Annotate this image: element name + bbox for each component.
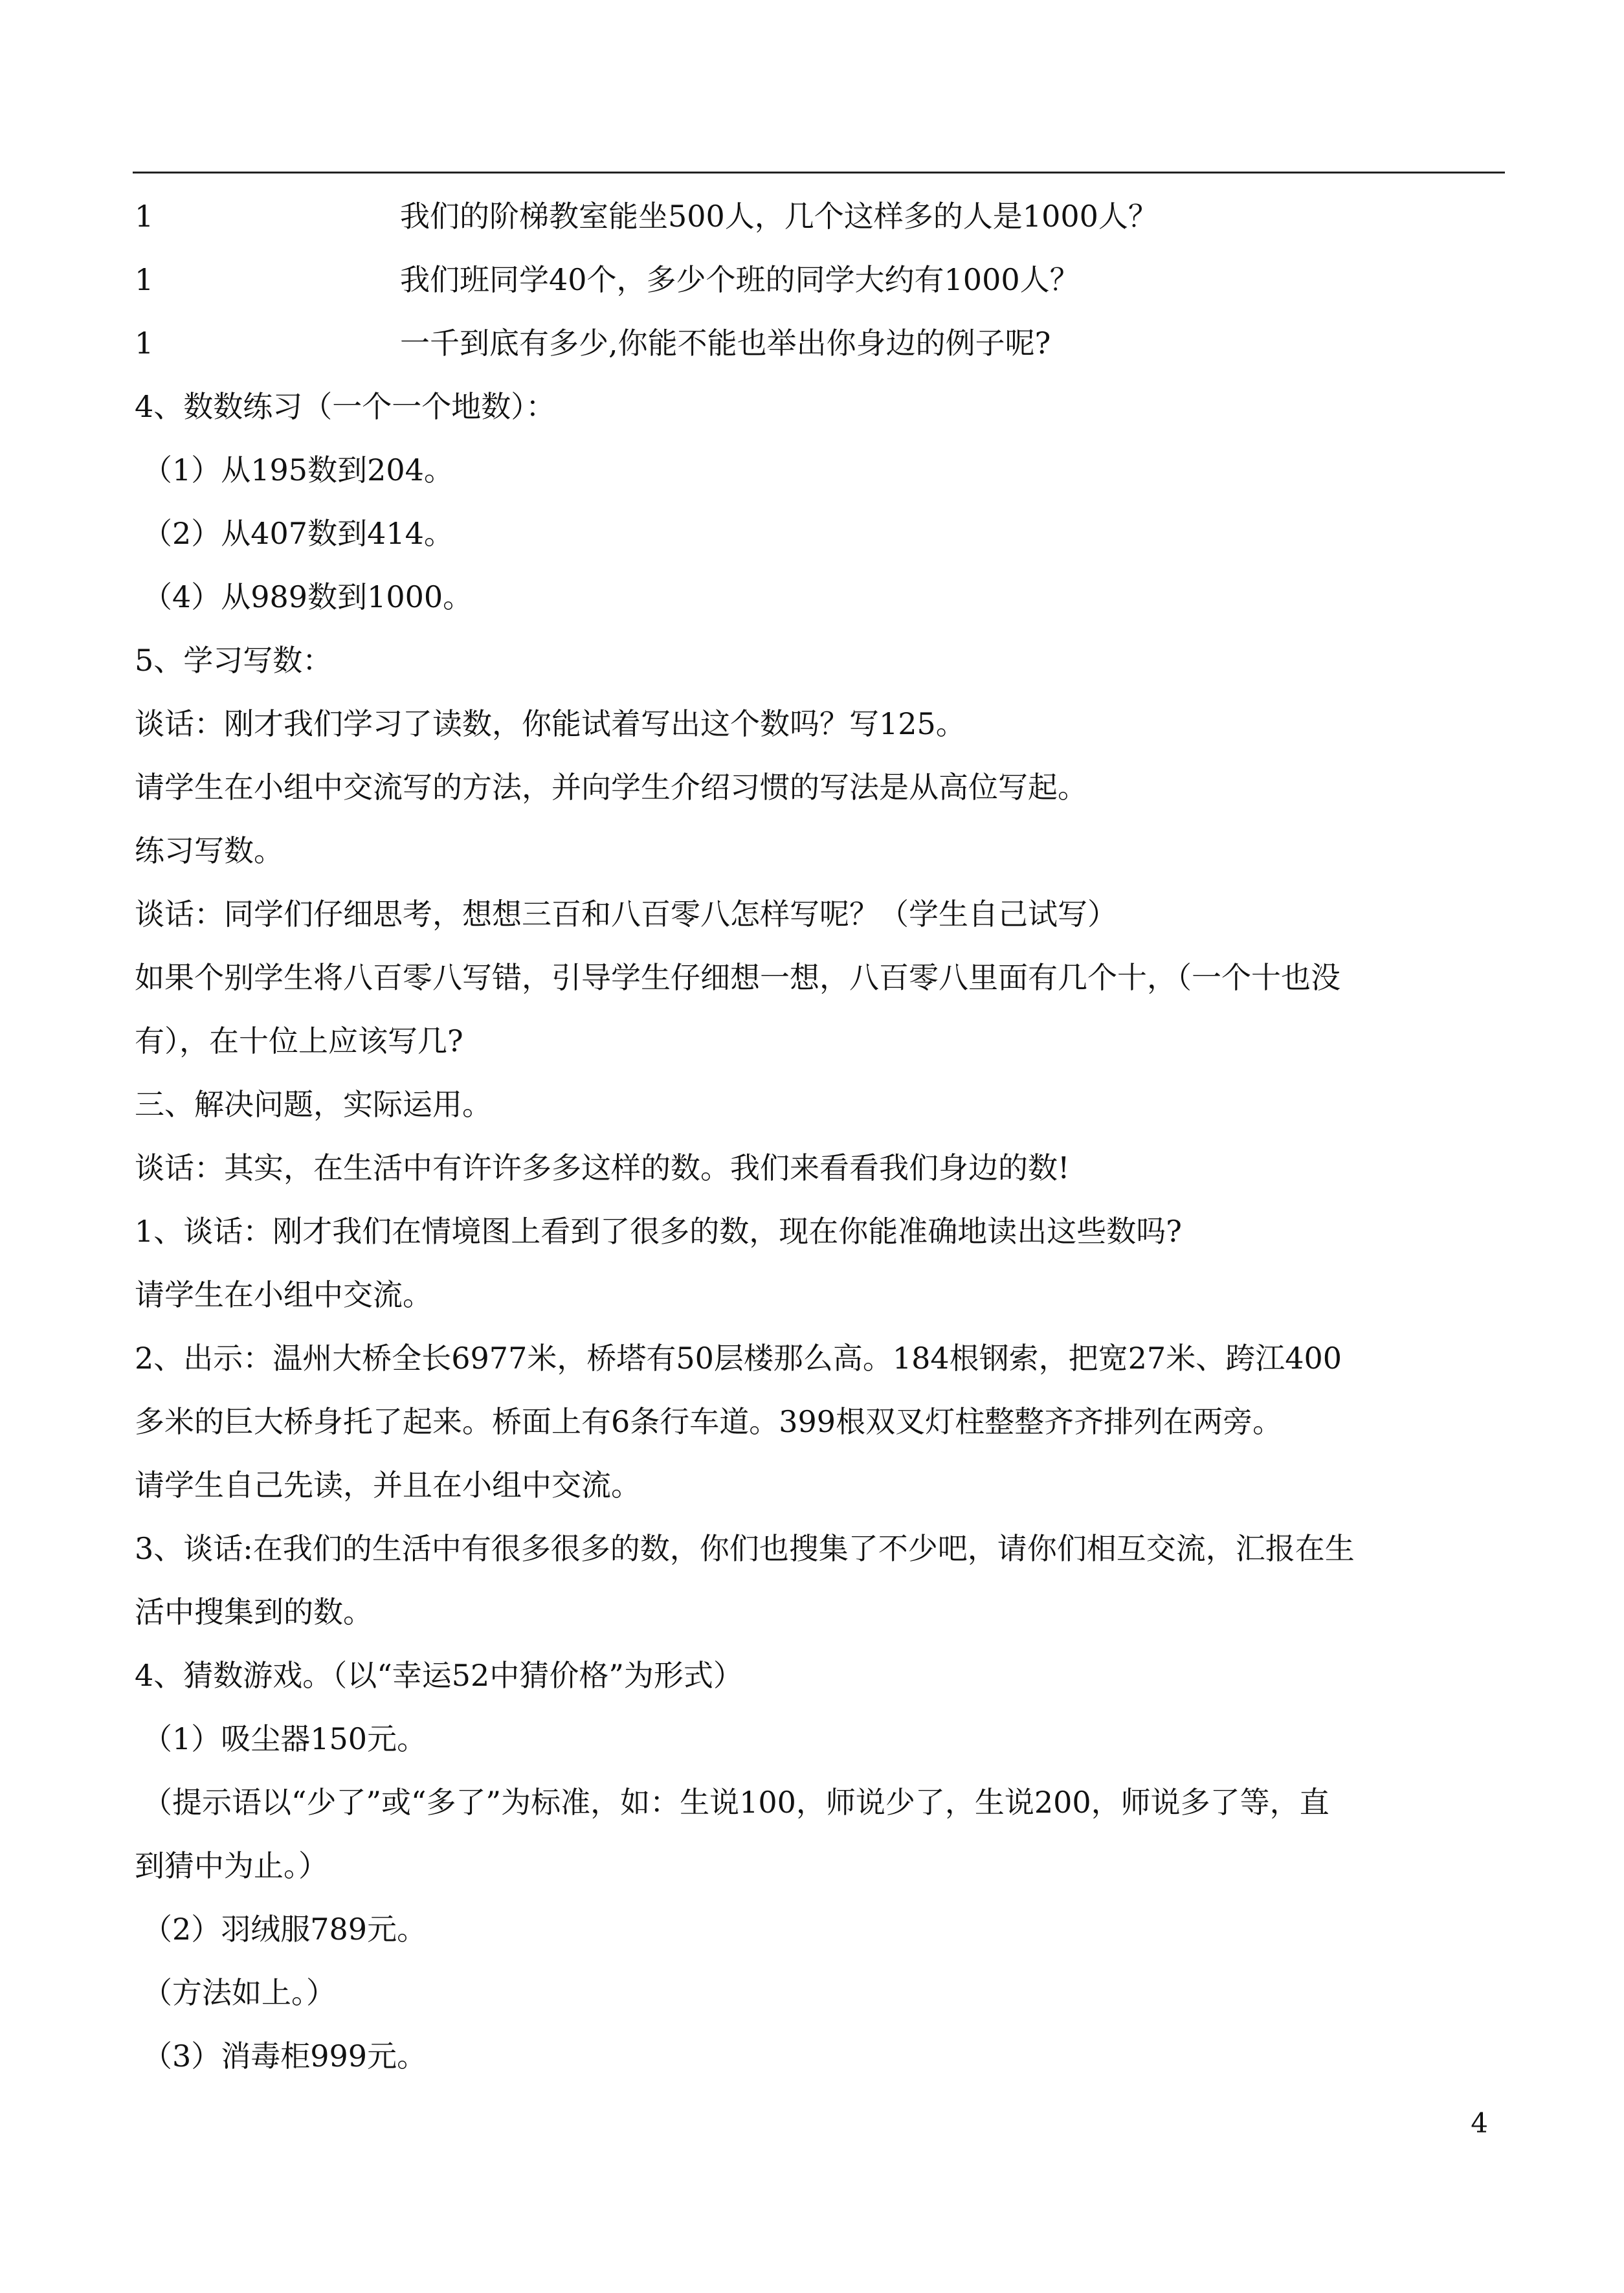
header-rule	[133, 172, 1505, 173]
bullet-line	[135, 311, 1500, 375]
bullet-text: 一千到底有多少,你能不能也举出你身边的例子呢?	[400, 326, 1051, 361]
list-item: （1）吸尘器150元。	[142, 1721, 427, 1756]
paragraph-line: 谈话：同学们仔细思考，想想三百和八百零八怎样写呢？（学生自己试写）	[135, 897, 1117, 932]
paragraph-line: 3、谈话:在我们的生活中有很多很多的数，你们也搜集了不少吧，请你们相互交流，汇报在生	[135, 1531, 1355, 1566]
paragraph-line: 多米的巨大桥身托了起来。桥面上有6条行车道。399根双叉灯柱整整齐齐排列在两旁。	[135, 1404, 1283, 1439]
bullet-line	[135, 185, 1500, 248]
bullet-marker: 1	[135, 262, 154, 297]
bullet-marker: 1	[135, 326, 154, 361]
bullet-marker: 1	[135, 199, 154, 234]
list-item: （2）羽绒服789元。	[142, 1912, 427, 1947]
paragraph-line: 请学生在小组中交流写的方法，并向学生介绍习惯的写法是从高位写起。	[135, 770, 1087, 805]
paragraph-line: 4、猜数游戏。（以“幸运52中猜价格”为形式）	[135, 1658, 743, 1693]
paragraph-line: 练习写数。	[135, 833, 284, 868]
bullet-text: 我们的阶梯教室能坐500人，几个这样多的人是1000人？	[400, 199, 1158, 234]
paragraph-line: 有），在十位上应该写几?	[135, 1023, 463, 1058]
document-body	[135, 185, 1500, 2088]
list-item: （4）从989数到1000。	[142, 579, 473, 614]
paragraph-line: （方法如上。）	[142, 1975, 336, 2010]
paragraph-line: （提示语以“少了”或“多了”为标准，如：生说100，师说少了，生说200，师说多了等，直	[142, 1785, 1329, 1820]
paragraph-line: 1、谈话：刚才我们在情境图上看到了很多的数，现在你能准确地读出这些数吗?	[135, 1214, 1182, 1249]
paragraph-line: 谈话：其实，在生活中有许许多多这样的数。我们来看看我们身边的数!	[135, 1150, 1070, 1185]
paragraph-line: 请学生在小组中交流。	[135, 1277, 432, 1312]
bullet-text: 我们班同学40个，多少个班的同学大约有1000人？	[400, 262, 1080, 297]
section-heading: 5、学习写数：	[135, 643, 333, 678]
bullet-line	[135, 248, 1500, 311]
list-item: （3）消毒柜999元。	[142, 2039, 427, 2074]
paragraph-line: 2、出示：温州大桥全长6977米，桥塔有50层楼那么高。184根钢索，把宽27米、跨江400	[135, 1341, 1342, 1376]
paragraph-line: 活中搜集到的数。	[135, 1594, 373, 1629]
paragraph-line: 请学生自己先读，并且在小组中交流。	[135, 1468, 641, 1503]
section-heading: 4、数数练习（一个一个地数）：	[135, 389, 556, 424]
list-item: （2）从407数到414。	[142, 516, 454, 551]
page-number: 4	[1471, 2107, 1488, 2139]
list-item: （1）从195数到204。	[142, 453, 454, 487]
paragraph-line: 如果个别学生将八百零八写错，引导学生仔细想一想，八百零八里面有几个十，（一个十也没	[135, 960, 1340, 995]
paragraph-line: 到猜中为止。）	[135, 1848, 328, 1883]
section-heading: 三、解决问题，实际运用。	[135, 1087, 492, 1122]
paragraph-line: 谈话：刚才我们学习了读数，你能试着写出这个数吗？写125。	[135, 706, 966, 741]
